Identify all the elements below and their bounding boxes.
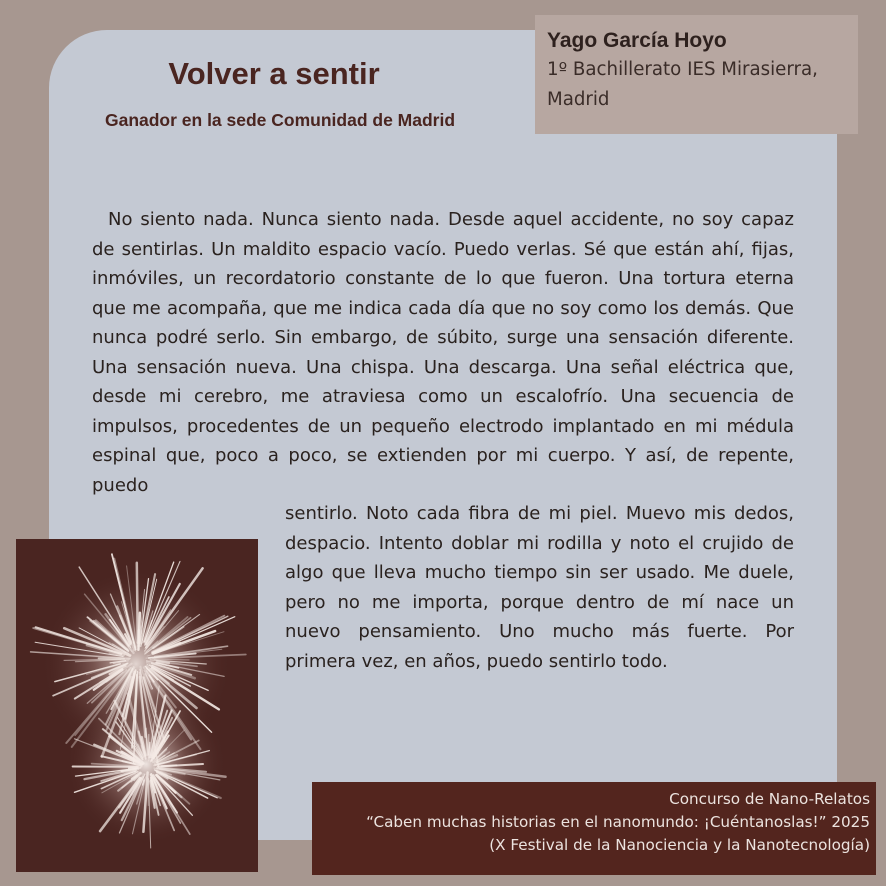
fireworks-illustration xyxy=(16,539,258,872)
fireworks-photo xyxy=(16,539,258,872)
footer-line-3: (X Festival de la Nanociencia y la Nanotecnología) xyxy=(489,836,870,854)
story-title: Volver a sentir xyxy=(168,56,380,91)
firework-streak xyxy=(129,768,137,769)
author-school-line2: Madrid xyxy=(547,89,610,110)
story-text-bottom xyxy=(285,499,794,676)
footer-line-2: “Caben muchas historias en el nanomundo: ¡Cuéntanoslas!” 2025 xyxy=(366,813,870,831)
footer-line-1: Concurso de Nano-Relatos xyxy=(669,790,870,808)
story-subtitle: Ganador en la sede Comunidad de Madrid xyxy=(104,110,456,130)
author-school-line1: 1º Bachillerato IES Mirasierra, xyxy=(547,59,818,80)
author-name: Yago García Hoyo xyxy=(547,29,727,52)
story-paragraph-top: No siento nada. Nunca siento nada. Desde aquel accidente, no soy capaz de sentirlas. Un maldito espacio vacío. Puedo verlas. Sé que están ahí, fijas, inmóviles, un recordatorio constante de lo que fueron. Una tortura eterna que me acompaña, que me indica cada día que no soy como los demás. Que nunca podré serlo. Sin embargo, de súbito, surge una sensación diferente. Una sensación nueva. Una chispa. Una descarga. Una señal eléctrica que, desde mi cerebro, me atraviesa como un escalofrío. Una secuencia de impulsos, procedentes de un pequeño electrodo implantado en mi médula espinal que, poco a poco, se extienden por mi cuerpo. Y así, de repente, puedo xyxy=(92,209,794,496)
story-paragraph-bottom: sentirlo. Noto cada fibra de mi piel. Muevo mis dedos, despacio. Intento doblar mi rodilla y noto el crujido de algo que lleva mucho tiempo sin ser usado. Me duele, pero no me importa, porque dentro de mí nace un nuevo pensamiento. Uno mucho más fuerte. Por primera vez, en años, puedo sentirlo todo. xyxy=(285,503,794,672)
firework-streak xyxy=(154,659,189,660)
contest-footer xyxy=(312,782,876,875)
firework-streak xyxy=(138,630,139,646)
author-box xyxy=(535,15,858,134)
story-text-top xyxy=(92,205,794,500)
